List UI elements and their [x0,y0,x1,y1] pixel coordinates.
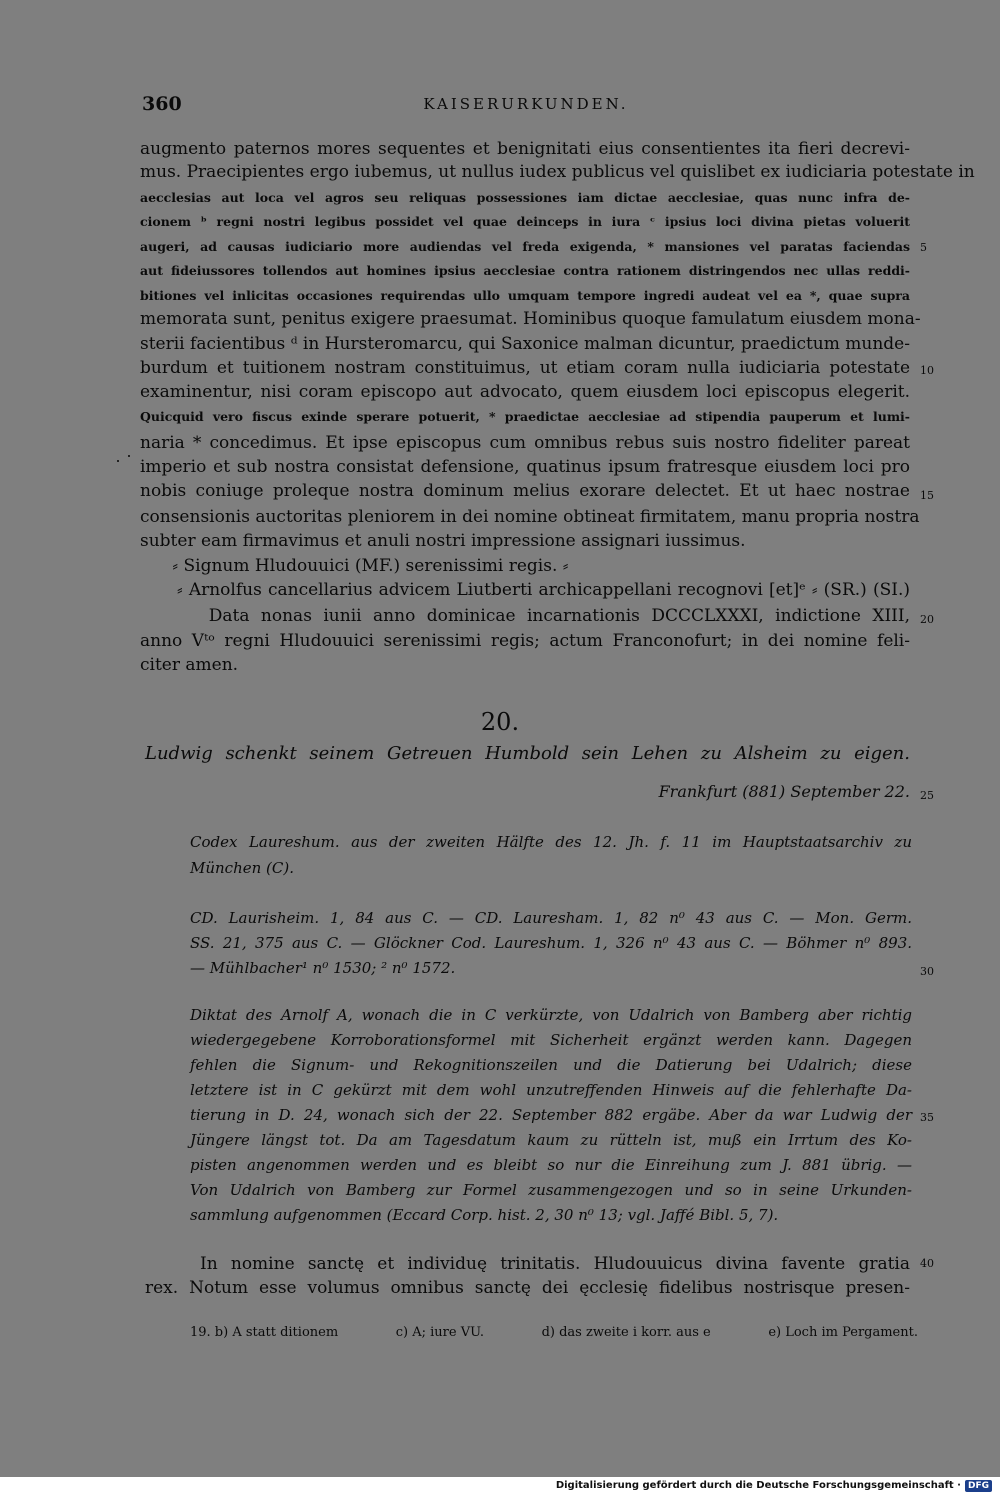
text-line: aut fideiussores tollendos aut homines ipsius aecclesiae contra rationem distringendos nec ullas reddi- [140,263,910,278]
text-line: naria * concedimus. Et ipse episcopus cum omnibus rebus suis nostro fideliter pareat [140,433,910,453]
footnote: 19. b) A statt ditionem [190,1325,339,1340]
apparatus-line: wiedergegebene Korroborationsformel mit Sicherheit ergänzt werden kann. Dagegen [190,1031,912,1049]
text-line: Quicquid vero fiscus exinde sperare potuerit, * praedictae aecclesiae ad stipendia pauperum et lumi- [140,409,910,424]
margin-line-number: 20 [920,613,934,626]
digitization-footer [0,1477,1000,1494]
apparatus-line: Jüngere längst tot. Da am Tagesdatum kaum zu rütteln ist, muß ein Irrtum des Ko- [190,1131,912,1149]
footnotes [190,1325,918,1340]
text-line: augmento paternos mores sequentes et benignitati eius consentientes ita fieri decrevi- [140,139,910,159]
margin-line-number: 25 [920,789,934,802]
apparatus-line: Von Udalrich von Bamberg zur Formel zusammengezogen und so in seine Urkunden- [190,1181,912,1199]
regest-title: Ludwig schenkt seinem Getreuen Humbold sein Lehen zu Alsheim zu eigen. [145,743,910,764]
text-line: memorata sunt, penitus exigere praesumat. Hominibus quoque famulatum eiusdem mona- [140,309,921,329]
apparatus-line: — Mühlbacher¹ n⁰ 1530; ² n⁰ 1572. [190,959,456,977]
apparatus-line: Codex Laureshum. aus der zweiten Hälfte des 12. Jh. f. 11 im Hauptstaatsarchiv zu [190,833,912,851]
text-line: rex. Notum esse volumus omnibus sanctę dei ęcclesię fidelibus nostrisque presen- [145,1278,910,1298]
text-line: citer amen. [140,655,239,675]
margin-line-number: 5 [920,241,927,254]
page-number: 360 [142,93,182,115]
footnote: d) das zweite i korr. aus e [541,1325,711,1340]
apparatus-line: pisten angenommen werden und es bleibt so nur die Einreihung zum J. 881 übrig. — [190,1156,912,1174]
text-line: sterii facientibus ᵈ in Hursteromarcu, qui Saxonice malman dicuntur, praedictum munde- [140,334,910,354]
text-line: mus. Praecipientes ergo iubemus, ut nullus iudex publicus vel quislibet ex iudiciaria potestate in [140,162,975,182]
text-line: examinentur, nisi coram episcopo aut advocato, quem eiusdem loci episcopus elegerit. [140,382,910,402]
dfg-logo: DFG [965,1480,992,1492]
apparatus-line: sammlung aufgenommen (Eccard Corp. hist. 2, 30 n⁰ 13; vgl. Jaffé Bibl. 5, 7). [190,1206,779,1224]
document-number: 20. [480,708,520,736]
text-line: nobis coniuge proleque nostra dominum melius exorare delectet. Et ut haec nostrae [140,481,910,501]
apparatus-line: SS. 21, 375 aus C. — Glöckner Cod. Laureshum. 1, 326 n⁰ 43 aus C. — Böhmer n⁰ 893. [190,934,912,952]
text-line: ⸗ Signum Hludouuici (MF.) serenissimi regis. ⸗ [140,556,569,576]
text-line: aecclesias aut loca vel agros seu reliquas possessiones iam dictae aecclesiae, quas nunc infra de- [140,190,910,205]
margin-line-number: 35 [920,1111,934,1124]
apparatus-line: fehlen die Signum- und Rekognitionszeilen und die Datierung bei Udalrich; diese [190,1056,912,1074]
text-line: anno Vᵗᵒ regni Hludouuici serenissimi regis; actum Franconofurt; in dei nomine feli- [140,631,910,651]
footnote: e) Loch im Pergament. [768,1325,918,1340]
text-line: consensionis auctoritas pleniorem in dei nomine obtineat firmitatem, manu propria nostra [140,507,920,527]
margin-line-number: 30 [920,965,934,978]
text-line: In nomine sanctę et individuę trinitatis. Hludouuicus divina favente gratia [200,1254,910,1274]
scan-speck [128,455,130,457]
text-line: ⸗ Arnolfus cancellarius advicem Liutberti archicappellani recognovi [et]ᵉ ⸗ (SR.) (SI.) [140,580,910,600]
regest-date: Frankfurt (881) September 22. [658,782,910,801]
apparatus-line: CD. Laurisheim. 1, 84 aus C. — CD. Lauresham. 1, 82 n⁰ 43 aus C. — Mon. Germ. [190,909,912,927]
text-line: imperio et sub nostra consistat defensione, quatinus ipsum fratresque eiusdem loci pro [140,457,910,477]
text-line: burdum et tuitionem nostram constituimus, ut etiam coram nulla iudiciaria potestate [140,358,910,378]
scan-speck [117,460,119,462]
page-header [142,93,910,119]
text-line: cionem ᵇ regni nostri legibus possidet vel quae deinceps in iura ᶜ ipsius loci divina pietas voluerit [140,214,910,229]
footnote: c) A; iure VU. [395,1325,484,1340]
running-title: KAISERURKUNDEN. [423,95,629,113]
apparatus-line: Diktat des Arnolf A, wonach die in C verkürzte, von Udalrich von Bamberg aber richtig [190,1006,912,1024]
margin-line-number: 10 [920,364,934,377]
text-line: augeri, ad causas iudiciario more audiendas vel freda exigenda, * mansiones vel paratas faciendas [140,239,910,254]
text-line: bitiones vel inlicitas occasiones requirendas ullo umquam tempore ingredi audeat vel ea *, quae supra [140,288,910,303]
footer-text: Digitalisierung gefördert durch die Deutsche Forschungsgemeinschaft · [555,1480,961,1491]
margin-line-number: 40 [920,1257,934,1270]
margin-line-number: 15 [920,489,934,502]
text-line: subter eam firmavimus et anuli nostri impressione assignari iussimus. [140,531,746,551]
apparatus-line: letztere ist in C gekürzt mit dem wohl unzutreffenden Hinweis auf die fehlerhafte Da- [190,1081,912,1099]
apparatus-line: tierung in D. 24, wonach sich der 22. September 882 ergäbe. Aber da war Ludwig der [190,1106,912,1124]
text-line: Data nonas iunii anno dominicae incarnationis DCCCLXXXI, indictione XIII, [140,606,910,626]
apparatus-line: München (C). [190,859,294,877]
